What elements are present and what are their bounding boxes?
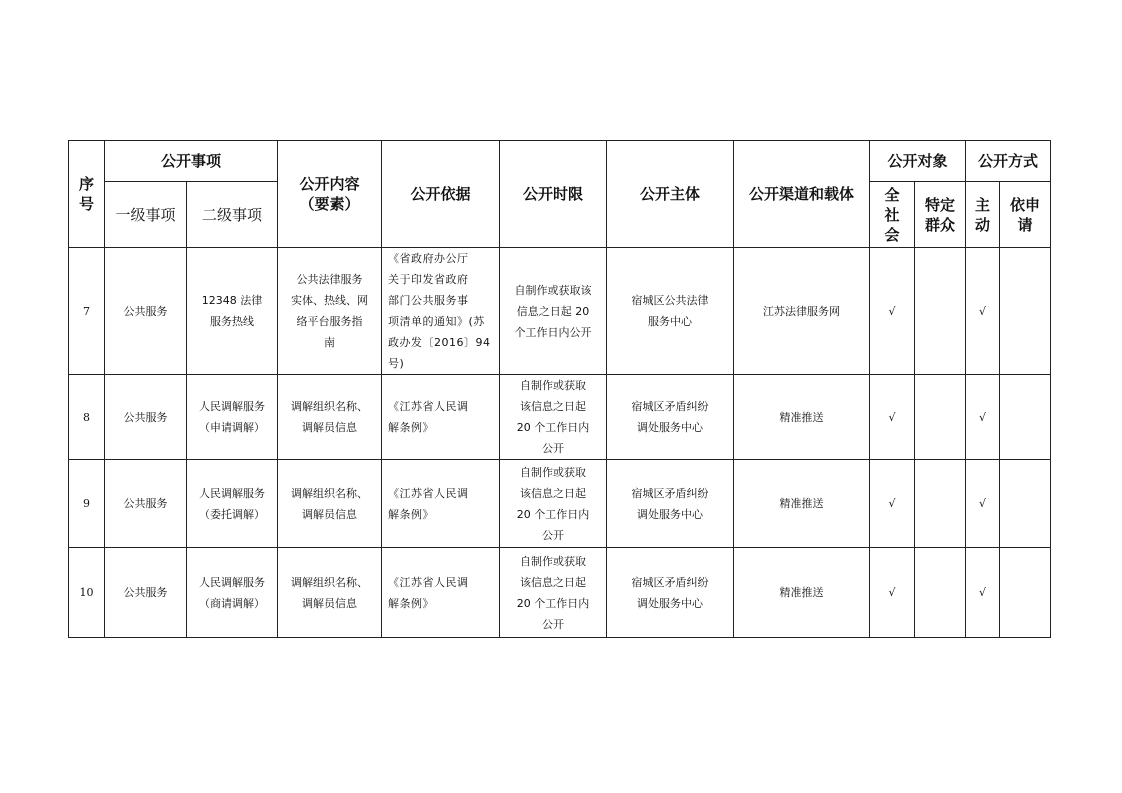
row-subject: 宿城区矛盾纠纷 调处服务中心 [607,548,734,638]
row-subject: 宿城区矛盾纠纷 调处服务中心 [607,460,734,548]
row-level1: 公共服务 [105,375,187,460]
row-target-specific [915,548,966,638]
row-seq: 10 [69,548,105,638]
row-seq: 7 [69,248,105,375]
row-basis: 《江苏省人民调 解条例》 [382,375,500,460]
header-method-active: 主 动 [966,182,1000,248]
header-target: 公开对象 [870,141,966,182]
header-seq: 序 号 [69,141,105,248]
row-level2: 12348 法律 服务热线 [187,248,278,375]
row-method-request [1000,375,1051,460]
row-target-all-check: √ [870,375,915,460]
table-row [69,248,1051,375]
row-method-request [1000,460,1051,548]
row-seq: 9 [69,460,105,548]
row-content: 调解组织名称、 调解员信息 [278,548,382,638]
row-level1: 公共服务 [105,460,187,548]
row-channel: 精准推送 [734,548,870,638]
row-channel: 精准推送 [734,375,870,460]
row-time-limit: 自制作或获取该 信息之日起 20 个工作日内公开 [500,248,607,375]
header-public-item: 公开事项 [105,141,278,182]
row-method-active-check: √ [966,248,1000,375]
table-row [69,460,1051,548]
row-time-limit: 自制作或获取 该信息之日起 20 个工作日内 公开 [500,548,607,638]
table-row [69,548,1051,638]
row-method-active-check: √ [966,548,1000,638]
row-method-request [1000,248,1051,375]
row-time-limit: 自制作或获取 该信息之日起 20 个工作日内 公开 [500,460,607,548]
row-target-specific [915,375,966,460]
row-channel: 精准推送 [734,460,870,548]
header-target-specific: 特定 群众 [915,182,966,248]
row-target-all-check: √ [870,248,915,375]
header-content: 公开内容 （要素） [278,141,382,248]
header-method: 公开方式 [966,141,1051,182]
row-time-limit: 自制作或获取 该信息之日起 20 个工作日内 公开 [500,375,607,460]
row-subject: 宿城区公共法律 服务中心 [607,248,734,375]
header-target-all: 全 社 会 [870,182,915,248]
header-basis: 公开依据 [382,141,500,248]
row-target-all-check: √ [870,460,915,548]
table-row [69,375,1051,460]
row-content: 公共法律服务 实体、热线、网 络平台服务指 南 [278,248,382,375]
row-basis: 《省政府办公厅 关于印发省政府 部门公共服务事 项清单的通知》(苏 政办发〔2016〕94 号) [382,248,500,375]
row-content: 调解组织名称、 调解员信息 [278,375,382,460]
header-level2: 二级事项 [187,182,278,248]
row-content: 调解组织名称、 调解员信息 [278,460,382,548]
row-channel: 江苏法律服务网 [734,248,870,375]
disclosure-table [68,140,1051,638]
row-level2: 人民调解服务 （申请调解） [187,375,278,460]
header-row-1 [69,141,1051,182]
header-channel: 公开渠道和载体 [734,141,870,248]
row-level2: 人民调解服务 （商请调解） [187,548,278,638]
row-basis: 《江苏省人民调 解条例》 [382,460,500,548]
row-level2: 人民调解服务 （委托调解） [187,460,278,548]
row-target-specific [915,248,966,375]
row-method-request [1000,548,1051,638]
row-target-all-check: √ [870,548,915,638]
row-method-active-check: √ [966,460,1000,548]
header-method-request: 依申 请 [1000,182,1051,248]
header-level1: 一级事项 [105,182,187,248]
row-level1: 公共服务 [105,548,187,638]
row-level1: 公共服务 [105,248,187,375]
header-time-limit: 公开时限 [500,141,607,248]
row-seq: 8 [69,375,105,460]
row-subject: 宿城区矛盾纠纷 调处服务中心 [607,375,734,460]
row-target-specific [915,460,966,548]
header-subject: 公开主体 [607,141,734,248]
row-basis: 《江苏省人民调 解条例》 [382,548,500,638]
row-method-active-check: √ [966,375,1000,460]
